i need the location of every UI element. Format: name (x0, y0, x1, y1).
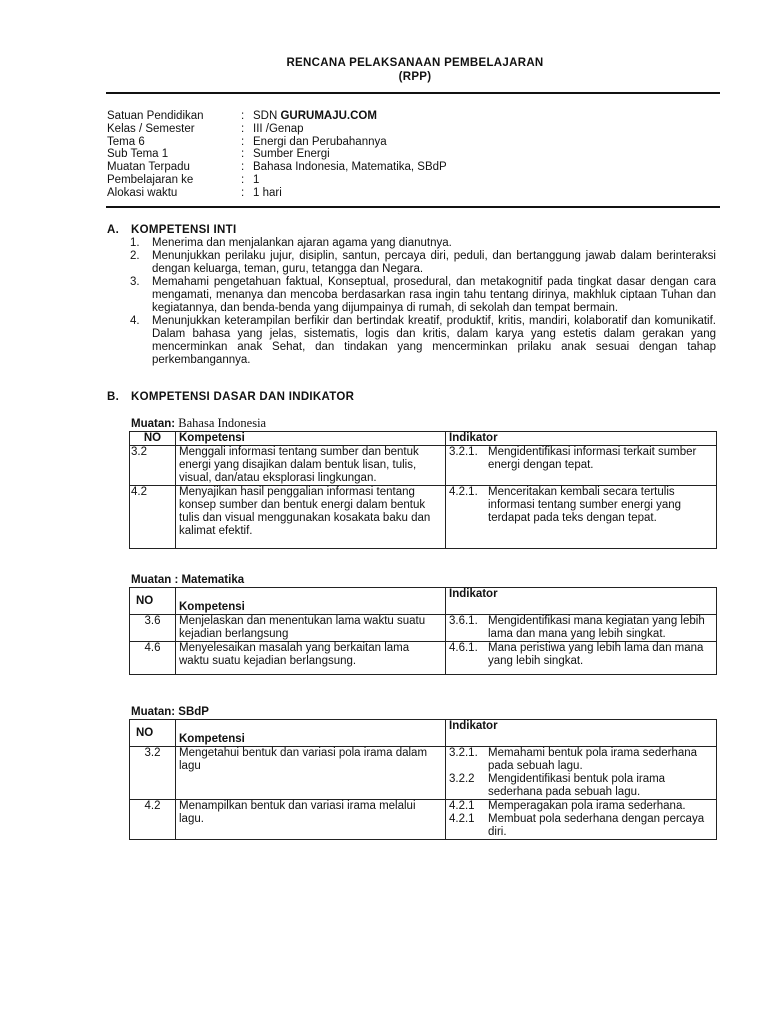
list-text: Memahami pengetahuan faktual, Konseptual, prosedural, dan metakognitif pada tingkat dasar dengan cara mengamati, menanya dan mencoba berdasarkan rasa ingin tahu tentang dirinya, makhluk ciptaan Tuhan dan kegiatannya, dan benda-benda yang dijumpainya di rumah, di sekolah dan tempat bermain. (152, 276, 716, 314)
section-title: KOMPETENSI DASAR DAN INDIKATOR (131, 391, 355, 403)
header-no: NO (130, 720, 176, 747)
cell-no: 3.2 (130, 747, 176, 800)
list-text: Menerima dan menjalankan ajaran agama yang dianutnya. (152, 237, 452, 249)
indikator-text: Menceritakan kembali secara tertulis informasi tentang sumber energi yang terdapat pada teks dengan tepat. (488, 486, 682, 524)
section-a-heading (107, 224, 236, 237)
table-row (130, 615, 717, 642)
cell-kompetensi: Menyajikan hasil penggalian informasi tentang konsep sumber dan bentuk energi dalam bentuk tulis dan visual menggunakan kosakata baku dan kalimat efektif. (176, 486, 446, 549)
cell-kompetensi: Menjelaskan dan menentukan lama waktu suatu kejadian berlangsung (176, 615, 446, 642)
info-row (107, 123, 707, 136)
table-row (130, 747, 717, 800)
section-letter: A. (107, 224, 120, 236)
table-bahasa-indonesia (129, 431, 717, 549)
indikator-item (449, 773, 713, 799)
table-matematika (129, 587, 717, 675)
header-no: NO (130, 432, 176, 446)
indikator-text: Mana peristiwa yang lebih lama dan mana yang lebih singkat. (488, 642, 704, 667)
header-kompetensi: Kompetensi (176, 432, 446, 446)
muatan-label: Muatan: (131, 418, 179, 430)
list-item (130, 276, 716, 315)
list-text: Menunjukkan perilaku jujur, disiplin, santun, percaya diri, peduli, dan bertanggung jawab dalam berinteraksi dengan keluarga, teman, guru, tetangga dan Negara. (152, 250, 716, 275)
document-title: RENCANA PELAKSANAAN PEMBELAJARAN (286, 57, 544, 69)
cell-indikator (446, 615, 717, 642)
indikator-number: 3.2.1. (449, 446, 478, 458)
info-key: Satuan Pendidikan (107, 110, 204, 122)
table-row (130, 446, 717, 486)
indikator-number: 4.6.1. (449, 642, 478, 654)
info-key: Pembelajaran ke (107, 173, 194, 186)
indikator-number: 4.2.1 (449, 813, 475, 825)
indikator-item (449, 747, 713, 773)
section-title: KOMPETENSI INTI (131, 224, 237, 236)
list-number: 1. (130, 237, 140, 249)
header-kompetensi: Kompetensi (176, 720, 446, 747)
header-no: NO (130, 588, 176, 615)
cell-kompetensi: Menampilkan bentuk dan variasi irama melalui lagu. (176, 800, 446, 840)
table-row (130, 486, 717, 549)
indikator-number: 4.2.1. (449, 486, 478, 498)
info-colon: : (241, 148, 245, 161)
section-b-heading (107, 391, 354, 404)
info-key: Tema 6 (107, 135, 145, 148)
indikator-item (449, 800, 713, 813)
muatan-bahasa-indonesia-label (131, 417, 266, 431)
list-item (130, 237, 716, 250)
cell-indikator (446, 642, 717, 675)
cell-kompetensi: Mengetahui bentuk dan variasi pola irama dalam lagu (176, 747, 446, 800)
cell-no: 4.2 (130, 486, 176, 549)
section-letter: B. (107, 391, 120, 403)
info-key: Sub Tema 1 (107, 148, 169, 161)
info-key: Muatan Terpadu (107, 161, 190, 174)
list-number: 4. (130, 315, 140, 327)
info-row (107, 110, 707, 123)
info-value: Sumber Energi (253, 148, 330, 161)
info-row (107, 161, 707, 174)
cell-no: 3.6 (130, 615, 176, 642)
table-row (130, 642, 717, 675)
indikator-number: 3.2.1. (449, 747, 478, 759)
list-item (130, 315, 716, 367)
indikator-text: Membuat pola sederhana dengan percaya diri. (488, 813, 705, 838)
table-row (130, 800, 717, 840)
cell-indikator (446, 800, 717, 840)
table-sbdp (129, 719, 717, 840)
info-value: 1 (253, 173, 260, 186)
list-number: 3. (130, 276, 140, 288)
muatan-matematika-label: Muatan : Matematika (131, 574, 245, 586)
cell-kompetensi: Menggali informasi tentang sumber dan bentuk energi yang disajikan dalam bentuk lisan, tulis, visual, dan/atau eksplorasi lingkungan. (176, 446, 446, 486)
table-header-row (130, 720, 717, 747)
info-row (107, 187, 707, 200)
info-value: Bahasa Indonesia, Matematika, SBdP (253, 161, 447, 174)
list-text: Menunjukkan keterampilan berfikir dan bertindak kreatif, produktif, kritis, mandiri, kolaboratif dan komunikatif. Dalam bahasa yang jelas, sistematis, logis dan kritis, dalam karya yang estetis dalam gerakan yang mencerminkan anak Sehat, dan tindakan yang mencerminkan prilaku anak sesuai dengan tahap perkembangannya. (152, 315, 716, 366)
indikator-number: 4.2.1 (449, 800, 475, 812)
indikator-item (449, 813, 713, 839)
indikator-item (449, 446, 713, 472)
info-row (107, 136, 707, 149)
info-colon: : (241, 173, 245, 186)
cell-kompetensi: Menyelesaikan masalah yang berkaitan lama waktu suatu kejadian berlangsung. (176, 642, 446, 675)
document-subtitle: (RPP) (398, 71, 432, 83)
indikator-text: Memperagakan pola irama sederhana. (488, 800, 686, 812)
info-value: Energi dan Perubahannya (253, 135, 387, 148)
header-kompetensi: Kompetensi (176, 588, 446, 615)
header-indikator: Indikator (446, 720, 717, 747)
info-value: 1 hari (253, 186, 282, 199)
header-indikator: Indikator (446, 588, 717, 615)
cell-no: 4.6 (130, 642, 176, 675)
info-value (253, 110, 707, 123)
cell-indikator (446, 486, 717, 549)
info-colon: : (241, 110, 245, 122)
indikator-number: 3.6.1. (449, 615, 478, 627)
info-value-prefix: SDN (253, 110, 281, 122)
info-key: Kelas / Semester (107, 122, 195, 135)
kompetensi-inti-list (130, 237, 716, 367)
info-colon: : (241, 135, 245, 148)
indikator-number: 3.2.2 (449, 773, 475, 785)
top-divider (106, 92, 720, 94)
table-header-row (130, 588, 717, 615)
info-value: III /Genap (253, 122, 304, 135)
identity-block (107, 110, 707, 200)
indikator-item (449, 642, 713, 668)
muatan-subject: Bahasa Indonesia (178, 416, 267, 430)
indikator-text: Mengidentifikasi bentuk pola irama sederhana pada sebuah lagu. (488, 773, 666, 798)
info-divider (106, 206, 720, 208)
list-number: 2. (130, 250, 140, 262)
info-row (107, 174, 707, 187)
indikator-text: Mengidentifikasi mana kegiatan yang lebih lama dan mana yang lebih singkat. (488, 615, 705, 640)
indikator-text: Memahami bentuk pola irama sederhana pada sebuah lagu. (488, 747, 698, 772)
list-item (130, 250, 716, 276)
muatan-sbdp-label: Muatan: SBdP (131, 706, 209, 718)
indikator-item (449, 615, 713, 641)
info-colon: : (241, 186, 245, 199)
header-indikator: Indikator (446, 432, 717, 446)
school-name: GURUMAJU.COM (280, 110, 377, 122)
info-colon: : (241, 122, 245, 135)
indikator-item (449, 486, 713, 525)
indikator-text: Mengidentifikasi informasi terkait sumber energi dengan tepat. (488, 446, 697, 471)
info-colon: : (241, 161, 245, 174)
info-key: Alokasi waktu (107, 186, 178, 199)
table-header-row (130, 432, 717, 446)
info-row (107, 148, 707, 161)
cell-no: 4.2 (130, 800, 176, 840)
cell-indikator (446, 446, 717, 486)
cell-no: 3.2 (130, 446, 176, 486)
cell-indikator (446, 747, 717, 800)
